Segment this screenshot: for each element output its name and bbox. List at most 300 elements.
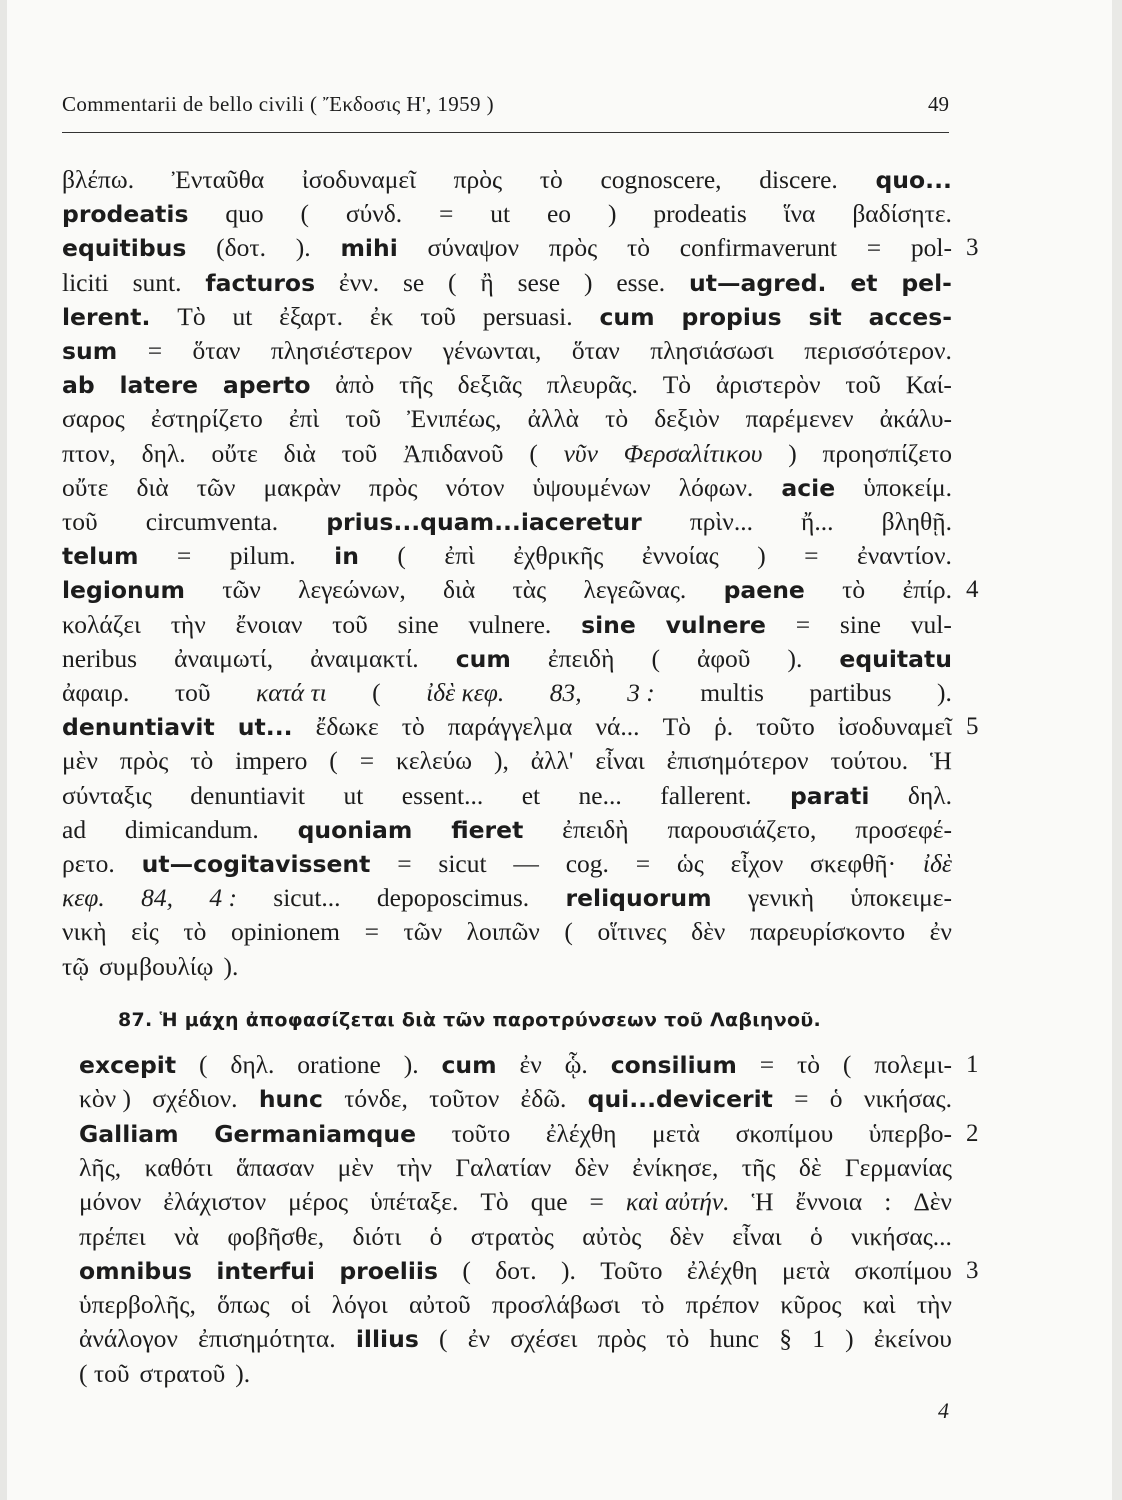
word: μόνον [79, 1187, 142, 1217]
text-line [62, 197, 952, 231]
page-number: 49 [928, 92, 949, 116]
word: ( [300, 199, 309, 229]
word: ὑπερβο- [868, 1118, 952, 1148]
word: pol- [910, 233, 952, 263]
word: κὸν ) [79, 1084, 131, 1114]
word: κεφ. [62, 883, 105, 913]
word: ἰσοδυναμεῖ [837, 712, 952, 742]
word: δεξιᾶς [457, 370, 522, 400]
word: διὰ [283, 438, 316, 468]
word: ὅπως [217, 1290, 270, 1320]
word: δοτ. [495, 1255, 537, 1285]
word: ). [561, 1255, 576, 1285]
text-line [62, 163, 952, 197]
text-line [79, 1288, 952, 1322]
word: Τὸ [177, 301, 206, 331]
text-line [79, 1322, 952, 1356]
lemma: vulnere [665, 610, 766, 639]
lemma: legionum [62, 576, 185, 605]
word: διότι [352, 1221, 402, 1251]
lemma: prius...quam...iaceretur [326, 508, 642, 536]
word: τόνδε, [344, 1084, 408, 1114]
word: τῆς [399, 370, 433, 400]
word: ἢ [480, 267, 494, 297]
word: ὑπέταξε. [370, 1187, 459, 1217]
word: κολάζει [62, 609, 141, 639]
word: § [779, 1324, 792, 1354]
word: τοῦτον [429, 1084, 500, 1114]
word: τὴν [396, 1152, 433, 1182]
word: pilum. [229, 541, 296, 571]
word: ἐλέχθη [686, 1255, 758, 1285]
word: βληθῇ. [881, 507, 952, 536]
word: opinionem [230, 917, 341, 947]
word: τῶν [196, 472, 236, 502]
word: στρατὸς [470, 1221, 554, 1251]
word: ἐχθρικῆς [513, 541, 604, 571]
word: πλευρᾶς. [546, 370, 638, 400]
word: ἐκείνου [873, 1324, 952, 1354]
text-line [62, 368, 952, 402]
text-line [62, 847, 952, 881]
word: prodeatis [653, 199, 747, 229]
word: γενικὴ [747, 883, 815, 913]
word: διὰ [136, 472, 169, 502]
lemma: omnibus [79, 1256, 192, 1285]
word: εἶχον [730, 849, 784, 878]
word: φοβῆσθε, [227, 1221, 325, 1251]
word: ) [583, 267, 593, 297]
lemma: fieret [451, 815, 524, 844]
margin-line-number: 4 [966, 576, 979, 604]
word: sese [517, 267, 561, 297]
text-line [62, 710, 952, 744]
word: ὑψουμένων [532, 472, 651, 502]
lemma: cum [599, 302, 655, 331]
word: ἐπισημότερον [666, 746, 809, 776]
word: πρὶν... [689, 507, 753, 536]
word: Ἐνταῦθα [171, 165, 265, 194]
word: circumventa. [145, 507, 279, 536]
word: κῦρος [780, 1290, 842, 1320]
word: δηλ. [907, 780, 952, 810]
word: ( [329, 746, 338, 776]
word: ἀναιμακτί. [310, 643, 419, 673]
word: σύναψον [427, 233, 520, 263]
word: προησπίζετο [822, 438, 952, 468]
word: κελεύω [396, 746, 473, 776]
word: τοῦ [341, 438, 378, 468]
word: τούτου. [830, 746, 909, 776]
word: Γαλατίαν [455, 1152, 552, 1182]
word: σύνδ. [345, 199, 403, 229]
word: τὸ [401, 712, 425, 742]
word: confirmaverunt [679, 233, 837, 263]
word: σύνταξις [62, 780, 152, 810]
word: = [794, 1084, 809, 1114]
lemma: in [334, 542, 359, 571]
margin-line-number: 2 [966, 1119, 979, 1147]
word: = [147, 336, 163, 365]
word: ( [439, 1324, 448, 1354]
word: ἤ... [801, 507, 834, 536]
word: partibus [809, 678, 892, 707]
word: τοῦ [345, 404, 382, 434]
word: Φερσαλίτικου [623, 438, 763, 468]
word: διὰ [443, 575, 476, 605]
word: προσεφέ- [855, 814, 952, 844]
word: ἐννοίας [641, 541, 719, 571]
word: ( [651, 643, 660, 673]
lemma: facturos [205, 268, 316, 297]
word: ἐλέχθη [545, 1118, 617, 1148]
word: ἀλλὰ [527, 404, 580, 434]
word: νικήσας... [851, 1221, 952, 1251]
lemma: sum [62, 337, 118, 365]
word: γένωνται, [442, 336, 542, 365]
word: ἰσοδυναμεῖ [301, 165, 416, 194]
word: que [530, 1187, 568, 1217]
word: τὸ [842, 575, 866, 605]
word: = [176, 541, 192, 571]
lemma: excepit [79, 1051, 177, 1079]
word: καὶ αὐτήν. [625, 1187, 730, 1217]
text-line [62, 813, 952, 847]
word: εἶναι [732, 1221, 782, 1251]
word: αὐτὸς [582, 1221, 642, 1251]
lemma: paene [723, 576, 805, 605]
word: παρέμενεν [745, 404, 854, 434]
word: Ἐνιπέως, [407, 404, 502, 434]
word: ὑποκείμ. [863, 472, 952, 502]
word: τοῦ [332, 609, 368, 639]
word: ῥ. [713, 712, 734, 742]
lemma: cum [455, 644, 511, 673]
word: ἔνοιαν [235, 609, 303, 639]
word: πρὸς [369, 472, 418, 502]
word: ad [62, 814, 87, 844]
word: ) [757, 541, 766, 571]
lemma: ut... [237, 713, 293, 742]
word: = [589, 1187, 604, 1217]
lemma: telum [62, 542, 139, 571]
word: ). [403, 1050, 419, 1079]
word: ἐξαρτ. [279, 301, 343, 331]
word: λόγοι [331, 1290, 388, 1320]
word: σκοπίμου [735, 1118, 834, 1148]
lemma: acces- [868, 302, 952, 331]
word: σαρος [62, 404, 125, 434]
word: τὸ [666, 1324, 690, 1354]
word: ) [607, 199, 617, 229]
word: σκοπίμου [854, 1255, 952, 1285]
word: ἐπὶ [444, 541, 475, 571]
word: ὑπερβολῆς, [79, 1290, 196, 1320]
word: ut [490, 199, 511, 229]
header-title: Commentarii de bello civili ( Ἔκδοσις Η', 1959 ) [62, 92, 494, 116]
word: νὰ [174, 1221, 199, 1251]
word: ὅταν [192, 336, 241, 365]
word: Γερμανίας [844, 1152, 952, 1182]
lemma: ut—agred. [689, 268, 827, 297]
lemma: acie [781, 473, 836, 502]
lemma: lerent. [62, 302, 151, 331]
word: τῶν [222, 575, 261, 605]
word: ( [448, 267, 457, 297]
word: ἅπασαν [236, 1152, 315, 1182]
text-line [79, 1151, 952, 1185]
word: λοιπῶν [466, 917, 540, 947]
word: τὸ [183, 917, 207, 947]
lemma: sine [581, 610, 636, 639]
word: ἐνν. [338, 267, 380, 297]
word: τῷ [62, 951, 90, 981]
word: Καί- [905, 370, 952, 400]
word: οὔτε [211, 438, 258, 468]
word: Τὸ [662, 370, 692, 400]
word: μετὰ [781, 1255, 830, 1285]
text-line [79, 1082, 952, 1116]
word: ἐνίκησε, [632, 1152, 719, 1182]
text-line [62, 744, 952, 778]
word: ἰδὲ [922, 849, 952, 878]
word: περισσότερον. [804, 336, 952, 365]
word: = [635, 849, 651, 878]
word: σχέσει [510, 1324, 578, 1354]
word: παράγγελμα [447, 712, 573, 742]
word: : [884, 1187, 892, 1217]
lemma: hunc [258, 1085, 323, 1114]
word: depoposcimus. [376, 883, 530, 913]
lemma: ut—cogitavissent [141, 850, 371, 878]
word: vulnere. [468, 609, 552, 639]
word: νῦν [563, 438, 598, 468]
left-edge-shadow [0, 0, 7, 1500]
word: ἐν [467, 1324, 491, 1354]
word: ἀνάλογον [79, 1324, 178, 1354]
word: τοῦτο [756, 712, 815, 742]
word: impero [235, 746, 308, 776]
text-line [62, 437, 952, 471]
word: σχέδιον. [152, 1084, 238, 1114]
lemma: ab [62, 371, 95, 400]
word: — [513, 849, 539, 878]
word: τοῦτο [451, 1118, 511, 1148]
word: eo [546, 199, 572, 229]
text-line [62, 539, 952, 573]
text-line [62, 950, 952, 984]
word: μετὰ [652, 1118, 701, 1148]
word: ἐπίρ. [902, 575, 952, 605]
right-edge-shadow [1112, 0, 1122, 1500]
lemma: equitibus [62, 234, 187, 263]
word: = [759, 1050, 775, 1079]
word: ἀναιμωτί, [174, 643, 274, 673]
word: ὁ [829, 1084, 843, 1114]
text-line [62, 608, 952, 642]
text-line [79, 1185, 952, 1219]
lemma: Galliam [79, 1119, 179, 1148]
word: ἐδῶ. [520, 1084, 567, 1114]
word: cognoscere, [600, 165, 722, 194]
lemma: quo... [875, 166, 952, 194]
word: ὑποκειμε- [850, 883, 952, 913]
signature-mark: 4 [938, 1398, 949, 1423]
word: μέρος [288, 1187, 349, 1217]
word: ). [295, 233, 311, 263]
word: persuasi. [482, 301, 573, 331]
margin-line-number: 3 [966, 234, 979, 262]
text-line [79, 1254, 952, 1288]
text-line [62, 779, 952, 813]
word: εἰς [131, 917, 159, 947]
word: ἀριστερὸν [715, 370, 821, 400]
word: προσλάβωσι [491, 1290, 621, 1320]
text-line [79, 1048, 952, 1082]
word: πλησιάσωσι [650, 336, 774, 365]
word: ὁ [809, 1221, 823, 1251]
word: ). [787, 643, 803, 673]
word: 4 : [209, 883, 237, 913]
word: βαδίσητε. [852, 199, 952, 229]
text-line [62, 300, 952, 334]
word: ). [235, 1358, 251, 1388]
word: ) [788, 438, 797, 468]
word: ἐκ [369, 301, 394, 331]
lemma: qui...devicerit [587, 1085, 773, 1114]
lemma: aperto [222, 371, 311, 400]
word: ne... [578, 780, 622, 810]
word: νά... [595, 712, 640, 742]
word: τὸ [605, 404, 629, 434]
word: ἀφοῦ [696, 643, 751, 673]
word: 84, [141, 883, 173, 913]
word: ( [397, 541, 406, 571]
lemma: equitatu [839, 644, 952, 673]
word: τὴν [170, 609, 206, 639]
word: ἐπισημότητα. [198, 1324, 336, 1354]
text-line [62, 471, 952, 505]
word: esse. [616, 267, 666, 297]
word: discere. [759, 165, 838, 194]
word: δηλ. [230, 1050, 275, 1079]
word: (δοτ. [216, 233, 267, 263]
word: = [359, 746, 375, 776]
word: αὐτοῦ [409, 1290, 471, 1320]
margin-line-number: 3 [966, 1256, 979, 1284]
word: οὔτε [62, 472, 109, 502]
word: sunt. [132, 267, 182, 297]
word: συμβουλίῳ [99, 951, 214, 981]
word: βλέπω. [62, 165, 135, 194]
word: καθότι [144, 1152, 213, 1182]
word: Τὸ [480, 1187, 509, 1217]
lemma: propius [681, 302, 782, 331]
word: sine [397, 609, 439, 639]
word: oratione [297, 1050, 381, 1079]
word: ἐναντίον. [857, 541, 952, 571]
word: denuntiavit [190, 780, 306, 810]
word: ( [462, 1255, 471, 1285]
word: = [397, 849, 412, 878]
word: σκεφθῆ· [810, 849, 897, 878]
word: ἐπὶ [288, 404, 320, 434]
word: παρουσιάζετο, [667, 814, 817, 844]
text-line [62, 881, 952, 915]
word: sine [839, 609, 881, 639]
word: ἐστηρίζετο [150, 404, 263, 434]
word: πρέπον [685, 1290, 760, 1320]
word: ἀφαιρ. [62, 678, 130, 707]
running-header [62, 92, 949, 133]
word: Τὸ [662, 712, 691, 742]
word: κατά τι [255, 678, 327, 707]
word: vul- [910, 609, 952, 639]
word: μὲν [62, 746, 98, 776]
word: λόφων. [678, 472, 754, 502]
lemma: sit [808, 302, 842, 331]
lemma: interfui [216, 1256, 315, 1285]
text-line [79, 1220, 952, 1254]
word: τὸ [627, 233, 651, 263]
word: ut [343, 780, 364, 810]
word: cog. [565, 849, 609, 878]
word: τῆς [741, 1152, 776, 1182]
lemma: mihi [340, 234, 398, 263]
word: sicut... [273, 883, 341, 913]
word: Ἡ [930, 746, 952, 776]
word: ἀκάλυ- [879, 404, 952, 434]
word: ὁ [429, 1221, 443, 1251]
word: δὲν [691, 917, 726, 947]
word: τῶν [403, 917, 443, 947]
text-line [62, 642, 952, 676]
word: = [439, 199, 454, 229]
lemma: proeliis [339, 1256, 438, 1285]
word: 83, [549, 678, 582, 707]
word: τὴν [916, 1290, 952, 1320]
word: multis [700, 678, 764, 707]
section-heading: 87. Ἡ μάχη ἀποφασίζεται διὰ τῶν παροτρύνσεων τοῦ Λαβιηνοῦ. [118, 1009, 821, 1031]
word: παρευρίσκοντο [749, 917, 906, 947]
word: 3 : [627, 678, 655, 707]
lemma: prodeatis [62, 200, 189, 229]
word: fallerent. [660, 780, 752, 810]
word: τὸ [797, 1050, 821, 1079]
word: ἰδὲ κεφ. [426, 678, 505, 707]
word: ( [372, 678, 381, 707]
word: ( [842, 1050, 852, 1079]
lemma: quoniam [297, 815, 413, 844]
word: τοῦ [62, 507, 98, 536]
text-line [62, 266, 952, 300]
word: νικὴ [62, 917, 107, 947]
word: πτον, [62, 438, 116, 468]
word: ᾧ. [564, 1050, 588, 1079]
word: ἐπειδὴ [562, 814, 629, 844]
word: λεγεώνων, [298, 575, 406, 605]
word: ἐν [519, 1050, 542, 1079]
word: τοῦ [420, 301, 456, 331]
word: πολεμι- [874, 1050, 952, 1079]
word: δὲ [798, 1152, 822, 1182]
word: sicut [438, 849, 487, 878]
word: νότον [445, 472, 505, 502]
lemma: parati [789, 781, 870, 810]
word: ἔδωκε [315, 712, 379, 742]
word: τὸ [641, 1290, 665, 1320]
word: liciti [62, 267, 109, 297]
